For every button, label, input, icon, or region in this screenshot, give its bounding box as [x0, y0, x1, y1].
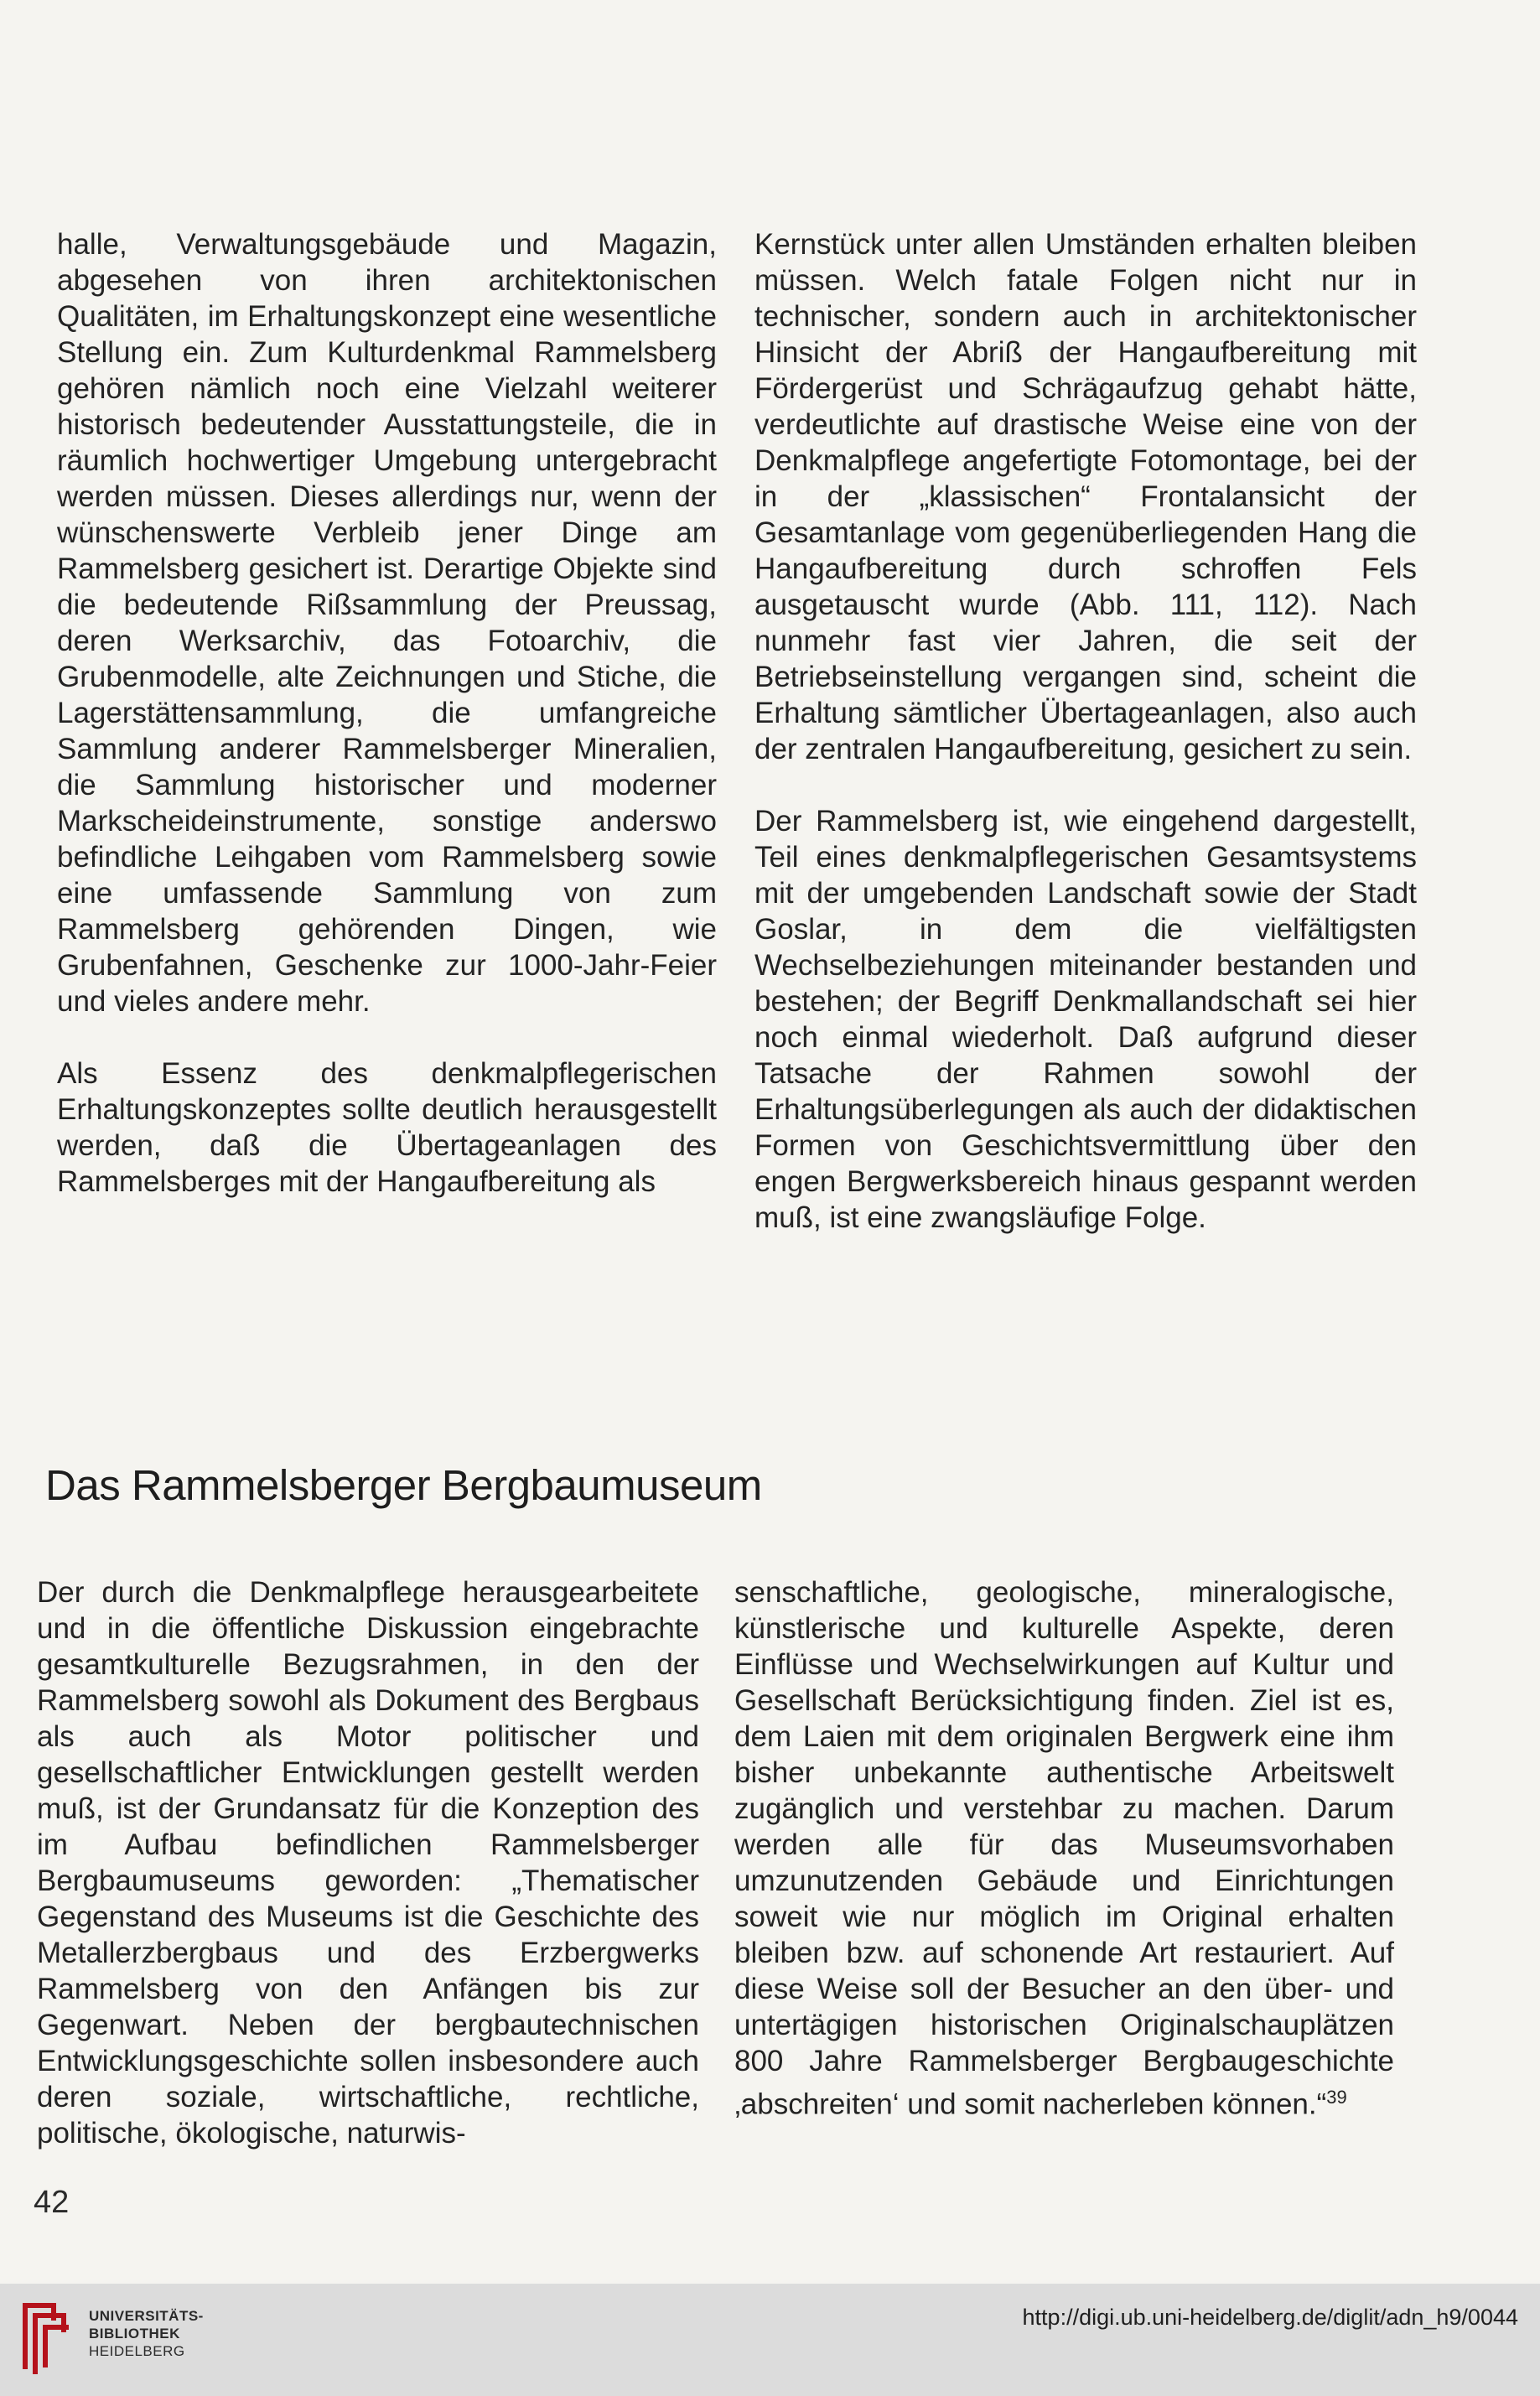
paragraph: Kernstück unter allen Umständen erhalten bleiben müssen. Welch fatale Folgen nicht nur in technischer, sondern auch in architektonischer Hinsicht der Abriß der Hangaufbereitung mit Fördergerüst und Schrägaufzug gehabt hätte, verdeutlichte auf drastische Weise eine von der Denkmalpflege angefertigte Fotomontage, bei der in der „klassischen“ Frontalansicht der Gesamtanlage vom gegenüberliegenden Hang die Hangaufbereitung durch schroffen Fels ausgetauscht wurde (Abb. 111, 112). Nach nunmehr fast vier Jahren, die seit der Betriebseinstellung vergangen sind, scheint die Erhaltung sämtlicher Übertageanlagen, also auch der zentralen Hangaufbereitung, gesichert zu sein.: [754, 228, 1417, 765]
paragraph: halle, Verwaltungsgebäude und Magazin, abgesehen von ihren architektonischen Qualitäten, im Erhaltungskonzept eine wesentliche Stellung ein. Zum Kulturdenkmal Rammelsberg gehören nämlich noch eine Vielzahl weiterer historisch bedeutender Ausstattungsteile, die in räumlich hochwertiger Umgebung untergebracht werden müssen. Dieses allerdings nur, wenn der wünschenswerte Verbleib jener Dinge am Rammelsberg gesichert ist. Derartige Objekte sind die bedeutende Rißsammlung der Preussag, deren Werksarchiv, das Fotoarchiv, die Grubenmodelle, alte Zeichnungen und Stiche, die Lagerstättensammlung, die umfangreiche Sammlung anderer Rammelsberger Mineralien, die Sammlung historischer und moderner Markscheideinstrumente, sonstige anderswo befindliche Leihgaben vom Rammelsberg sowie eine umfassende Sammlung von zum Rammelsberg gehörenden Dingen, wie Grubenfahnen, Geschenke zur 1000-Jahr-Feier und vieles andere mehr.: [57, 228, 717, 1018]
footnote-marker[interactable]: 39: [1326, 2087, 1347, 2108]
paragraph: Der Rammelsberg ist, wie eingehend dargestellt, Teil eines denkmalpflegerischen Gesamtsystems mit der umgebenden Landschaft sowie der Stadt Goslar, in dem die vielfältigsten Wechselbeziehungen miteinander bestanden und bestehen; der Begriff Denkmallandschaft sei hier noch einmal wiederholt. Daß aufgrund dieser Tatsache der Rahmen sowohl der Erhaltungsüberlegungen als auch der didaktischen Formen von Geschichtsvermittlung über den engen Bergwerksbereich hinaus gespannt werden muß, ist eine zwangsläufige Folge.: [754, 805, 1417, 1234]
paragraph: Der durch die Denkmalpflege herausgearbeitete und in die öffentliche Diskussion eingebrachte gesamtkulturelle Bezugsrahmen, in den der Rammelsberg sowohl als Dokument des Bergbaus als auch als Motor politischer und gesellschaftlicher Entwicklungen gestellt werden muß, ist der Grundansatz für die Konzeption des im Aufbau befindlichen Rammelsberger Bergbaumuseums geworden: „Thematischer Gegenstand des Museums ist die Geschichte des Metallerzbergbaus und des Erzbergwerks Rammelsberg von den Anfängen bis zur Gegenwart. Neben der bergbautechnischen Entwicklungsgeschichte sollen insbesondere auch deren soziale, wirtschaftliche, rechtliche, politische, ökologische, naturwis-: [37, 1576, 699, 2150]
paragraph: [734, 1574, 1394, 2123]
library-name: UNIVERSITÄTS- BIBLIOTHEK HEIDELBERG: [89, 2308, 204, 2359]
footer-bar: [0, 2284, 1540, 2396]
text-column-bottom-left: [37, 1574, 699, 2151]
paragraph: Als Essenz des denkmalpflegerischen Erhaltungskonzeptes sollte deutlich herausgestellt werden, daß die Übertageanlagen des Rammelsberges mit der Hangaufbereitung als: [57, 1057, 717, 1198]
source-url-link[interactable]: http://digi.ub.uni-heidelberg.de/diglit/adn_h9/0044: [1022, 2305, 1518, 2330]
section-heading: Das Rammelsberger Bergbaumuseum: [45, 1461, 762, 1509]
text-column-top-right: [754, 226, 1417, 1236]
paragraph-text: senschaftliche, geologische, mineralogische, künstlerische und kulturelle Aspekte, deren Einflüsse und Wechselwirkungen auf Kultur und Gesellschaft Berücksichtigung finden. Ziel ist es, dem Laien mit dem originalen Bergwerk eine ihm bisher unbekannte authentische Arbeitswelt zugänglich und verstehbar zu machen. Darum werden alle für das Museumsvorhaben umzunutzenden Gebäude und Einrichtungen soweit wie nur möglich im Original erhalten bleiben bzw. auf schonende Art restauriert. Auf diese Weise soll der Besucher an den über- und untertägigen historischen Originalschauplätzen 800 Jahre Rammelsberger Bergbaugeschichte ‚abschreiten‘ und somit nacherleben können.“: [734, 1576, 1394, 2121]
text-column-top-left: [57, 226, 717, 1200]
page-number: 42: [34, 2185, 70, 2220]
text-column-bottom-right: [734, 1574, 1394, 2123]
university-library-logo-icon: [17, 2295, 75, 2378]
